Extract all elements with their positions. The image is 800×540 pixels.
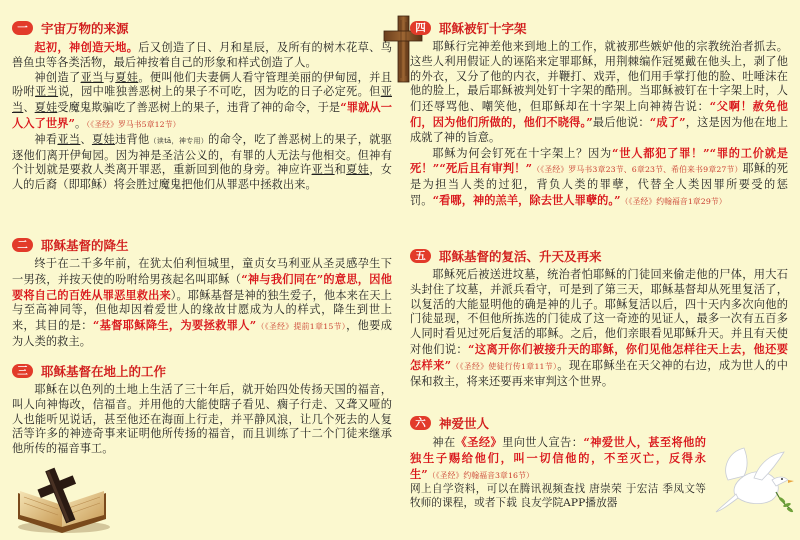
emphasis-text: “父啊！赦免他们，因为他们所做的，他们不晓得。”: [410, 99, 788, 129]
underlined-name: 亚当: [57, 132, 81, 146]
dove-with-olive-branch-icon: [714, 440, 796, 518]
section-2-number: 二: [12, 238, 33, 252]
scripture-reference: （《圣经》约翰福音3章16节）: [427, 470, 534, 480]
body-text: ）。耶稣基督是神的独生爱子，他本来在天上与至高神同等，但他却因着爱世人的缘故甘愿成为人的样式，降生到世上来，其目的是：: [12, 288, 392, 333]
underlined-name: 亚当: [35, 85, 59, 99]
section-3-title: 耶稣基督在地上的工作: [41, 364, 167, 379]
body-text: 、: [23, 101, 35, 115]
body-text: 神创造了: [34, 70, 81, 84]
emphasis-text: “罪就从一人入了世界”: [12, 100, 393, 130]
body-text: ，女人的后裔（即耶稣）将会胜过魔鬼把他们从罪恶中拯救出来。: [12, 163, 392, 192]
dove-image: [714, 440, 796, 518]
underlined-name: 亚当: [12, 85, 392, 115]
underlined-name: 夏娃: [115, 70, 139, 84]
body-text: 最后他说：: [592, 115, 650, 129]
section-5-header: [410, 246, 788, 266]
section-5-paragraph-1: [410, 268, 788, 389]
body-text: 说，园中唯独善恶树上的果子不可吃，因为吃的日子必定死。但: [58, 85, 381, 99]
body-text: ，他要成为人类的救主。: [12, 319, 392, 348]
section-1-number: 一: [12, 21, 33, 35]
section-1-title: 宇宙万物的来源: [41, 21, 129, 36]
scripture-reference: （《圣经》罗马书3章23节、6章23节、希伯来书9章27节）: [532, 165, 743, 175]
emphasis-text: “基督耶稣降生，为要拯救罪人”: [92, 318, 257, 333]
body-text: 、: [80, 132, 92, 146]
body-text: 。便叫他们夫妻俩人看守管理美丽的伊甸园，并且吩咐: [12, 70, 393, 99]
underlined-name: 夏娃: [34, 101, 58, 115]
section-3-paragraph-1: [12, 383, 392, 457]
section-6: [410, 413, 706, 511]
body-text: 受魔鬼欺骗吃了善恶树上的果子，违背了神的命令，于是: [57, 101, 341, 115]
body-text: 耶稣为何会钉死在十字架上？因为: [432, 146, 613, 160]
body-text: ，这是因为他在地上成就了神的旨意。: [410, 115, 788, 144]
underlined-name: 夏娃: [91, 132, 115, 146]
emphasis-text: “神爱世人，甚至将他的独生子赐给他们，叫一切信他的，不至灭亡，反得永生”: [410, 435, 707, 481]
body-text: 里向世人宣告：: [502, 436, 584, 449]
section-6-number: 六: [410, 416, 431, 430]
section-3-header: [12, 361, 392, 381]
body-text: 和: [334, 163, 347, 177]
scripture-reference: （《圣经》使徒行传1章11节）: [451, 361, 558, 371]
section-4-title: 耶稣被钉十字架: [439, 21, 527, 36]
bible-cross-image: [12, 463, 112, 535]
section-3: [12, 361, 392, 457]
section-5-number: 五: [410, 249, 431, 263]
emphasis-text: 《圣经》: [455, 435, 503, 449]
underlined-name: 夏娃: [346, 163, 370, 177]
body-text: 耶稣死后被送进坟墓，统治者怕耶稣的门徒回来偷走他的尸体，用大石头封住了坟墓，并派兵看守，可是到了第三天，耶稣基督却从死里复活了，以复活的大能显明他的确是神的儿子。耶稣复活以后，四十天内多次向他的门徒显现，不但他所拣选的门徒成了这一奇迹的见证人，最多一次有五百多人同时看见过死后复活的耶稣。之后，他们亲眼看见耶稣升天。并且有天使对他们说：: [410, 268, 788, 356]
section-1-paragraph-1: [12, 40, 392, 71]
body-text: 终于在二千多年前，在犹太伯利恒城里，童贞女马利亚从圣灵感孕生下一男孩，并按天使的吩咐给男孩起名叫耶稣（: [12, 257, 392, 286]
resources-note: 网上自学资料，可以在腾讯视频查找 唐崇荣 于宏洁 季凤文等牧师的课程，或者下载 良友学院APP播放器: [410, 483, 706, 509]
section-2-paragraph-1: [12, 257, 392, 350]
section-2: [12, 235, 392, 350]
section-5: [410, 246, 788, 389]
section-4-number: 四: [410, 21, 431, 35]
body-text: 。: [74, 116, 87, 130]
body-text: 的命令，吃了善恶树上的果子，就驱逐他们离开伊甸园。因为神是圣洁公义的，有罪的人无法与他相交。但神有个计划就是要救人类离开罪恶，重新回到他的身旁。神应许: [12, 132, 393, 177]
body-text: 神在: [432, 436, 456, 449]
emphasis-text: “看哪，神的羔羊，除去世人罪孽的。”: [432, 192, 621, 207]
section-2-header: [12, 235, 392, 255]
section-1-paragraph-3: [12, 133, 392, 193]
scripture-reference: （《圣经》约翰福音1章29节）: [620, 196, 727, 206]
section-4-paragraph-2: [410, 146, 788, 210]
body-text: 神看: [34, 132, 58, 146]
body-text: 耶稣在以色列的土地上生活了三十年后，就开始四处传扬天国的福音，叫人向神悔改，信福音。并用他的大能使瞎子看见、瘸子行走、又聋又哑的人也能听见说话，甚至他还在海面上行走，并平静风浪，让几个死去的人复活等许多的神迹奇事来证明他所传扬的福音，而且训练了十二个门徒来继承他所传的福音事工。: [12, 383, 392, 456]
underlined-name: 亚当: [80, 70, 104, 84]
body-text: 耶稣行完神差他来到地上的工作，就被那些嫉妒他的宗教统治者抓去。这些人利用假证人的诬陷来定罪耶稣，用荆棘编作冠冕戴在他头上，剥了他的外衣，又分了他的内衣，并鞭打、戏弄，他们用手掌打他的脸、吐唾沫在他的脸上，最后耶稣被判处钉十字架的酷刑。当耶稣被钉在十字架上时，人们还辱骂他、嘲笑他，但耶稣却在十字架上向神祷告说：: [410, 40, 788, 114]
emphasis-text: “神与我们同在”的意思，因他要将自己的百姓从罪恶里救出来: [12, 271, 392, 302]
section-1-paragraph-2: [12, 71, 392, 133]
scripture-reference: （《圣经》罗马书5章12节）: [86, 119, 181, 129]
section-4: [410, 18, 788, 210]
section-3-number: 三: [12, 364, 33, 378]
section-2-title: 耶稣基督的降生: [41, 238, 129, 253]
body-text: 。现在耶稣坐在天父神的右边，成为世人的中保和救主，将来还要再来审判这个世界。: [410, 358, 788, 388]
section-6-title: 神爱世人: [439, 416, 490, 431]
section-1: [12, 18, 392, 193]
emphasis-text: 起初，神创造天地。: [34, 40, 139, 54]
section-4-header: [410, 18, 788, 38]
body-text: 耶稣的死是为担当人类的过犯，背负人类的罪孽，代替全人类因罪所要受的惩罚。: [410, 162, 789, 207]
emphasis-text: “成了”: [649, 114, 686, 129]
section-6-header: [410, 413, 706, 433]
pronunciation-note: （读tā，神专用）: [149, 136, 209, 145]
emphasis-text: “世人都犯了罪！”“罪的工价就是死！”“死后且有审判！”: [410, 145, 788, 176]
bible-with-cross-icon: [12, 463, 112, 535]
body-text: 与: [103, 70, 116, 84]
scripture-reference: （《圣经》提前1章15节）: [256, 322, 347, 332]
section-1-header: [12, 18, 392, 38]
section-4-paragraph-1: [410, 40, 788, 146]
body-text: 后又创造了日、月和星辰，及所有的树木花草、鸟兽鱼虫等各类活物，最后神按着自己的形象和样式创造了人。: [12, 41, 393, 69]
emphasis-text: “这离开你们被接升天的耶稣，你们见他怎样往天上去，他还要怎样来”: [410, 341, 788, 372]
section-5-title: 耶稣基督的复活、升天及再来: [439, 249, 602, 264]
section-6-paragraph-1: [410, 435, 706, 483]
underlined-name: 亚当: [311, 163, 335, 177]
body-text: 违背他: [114, 132, 150, 146]
